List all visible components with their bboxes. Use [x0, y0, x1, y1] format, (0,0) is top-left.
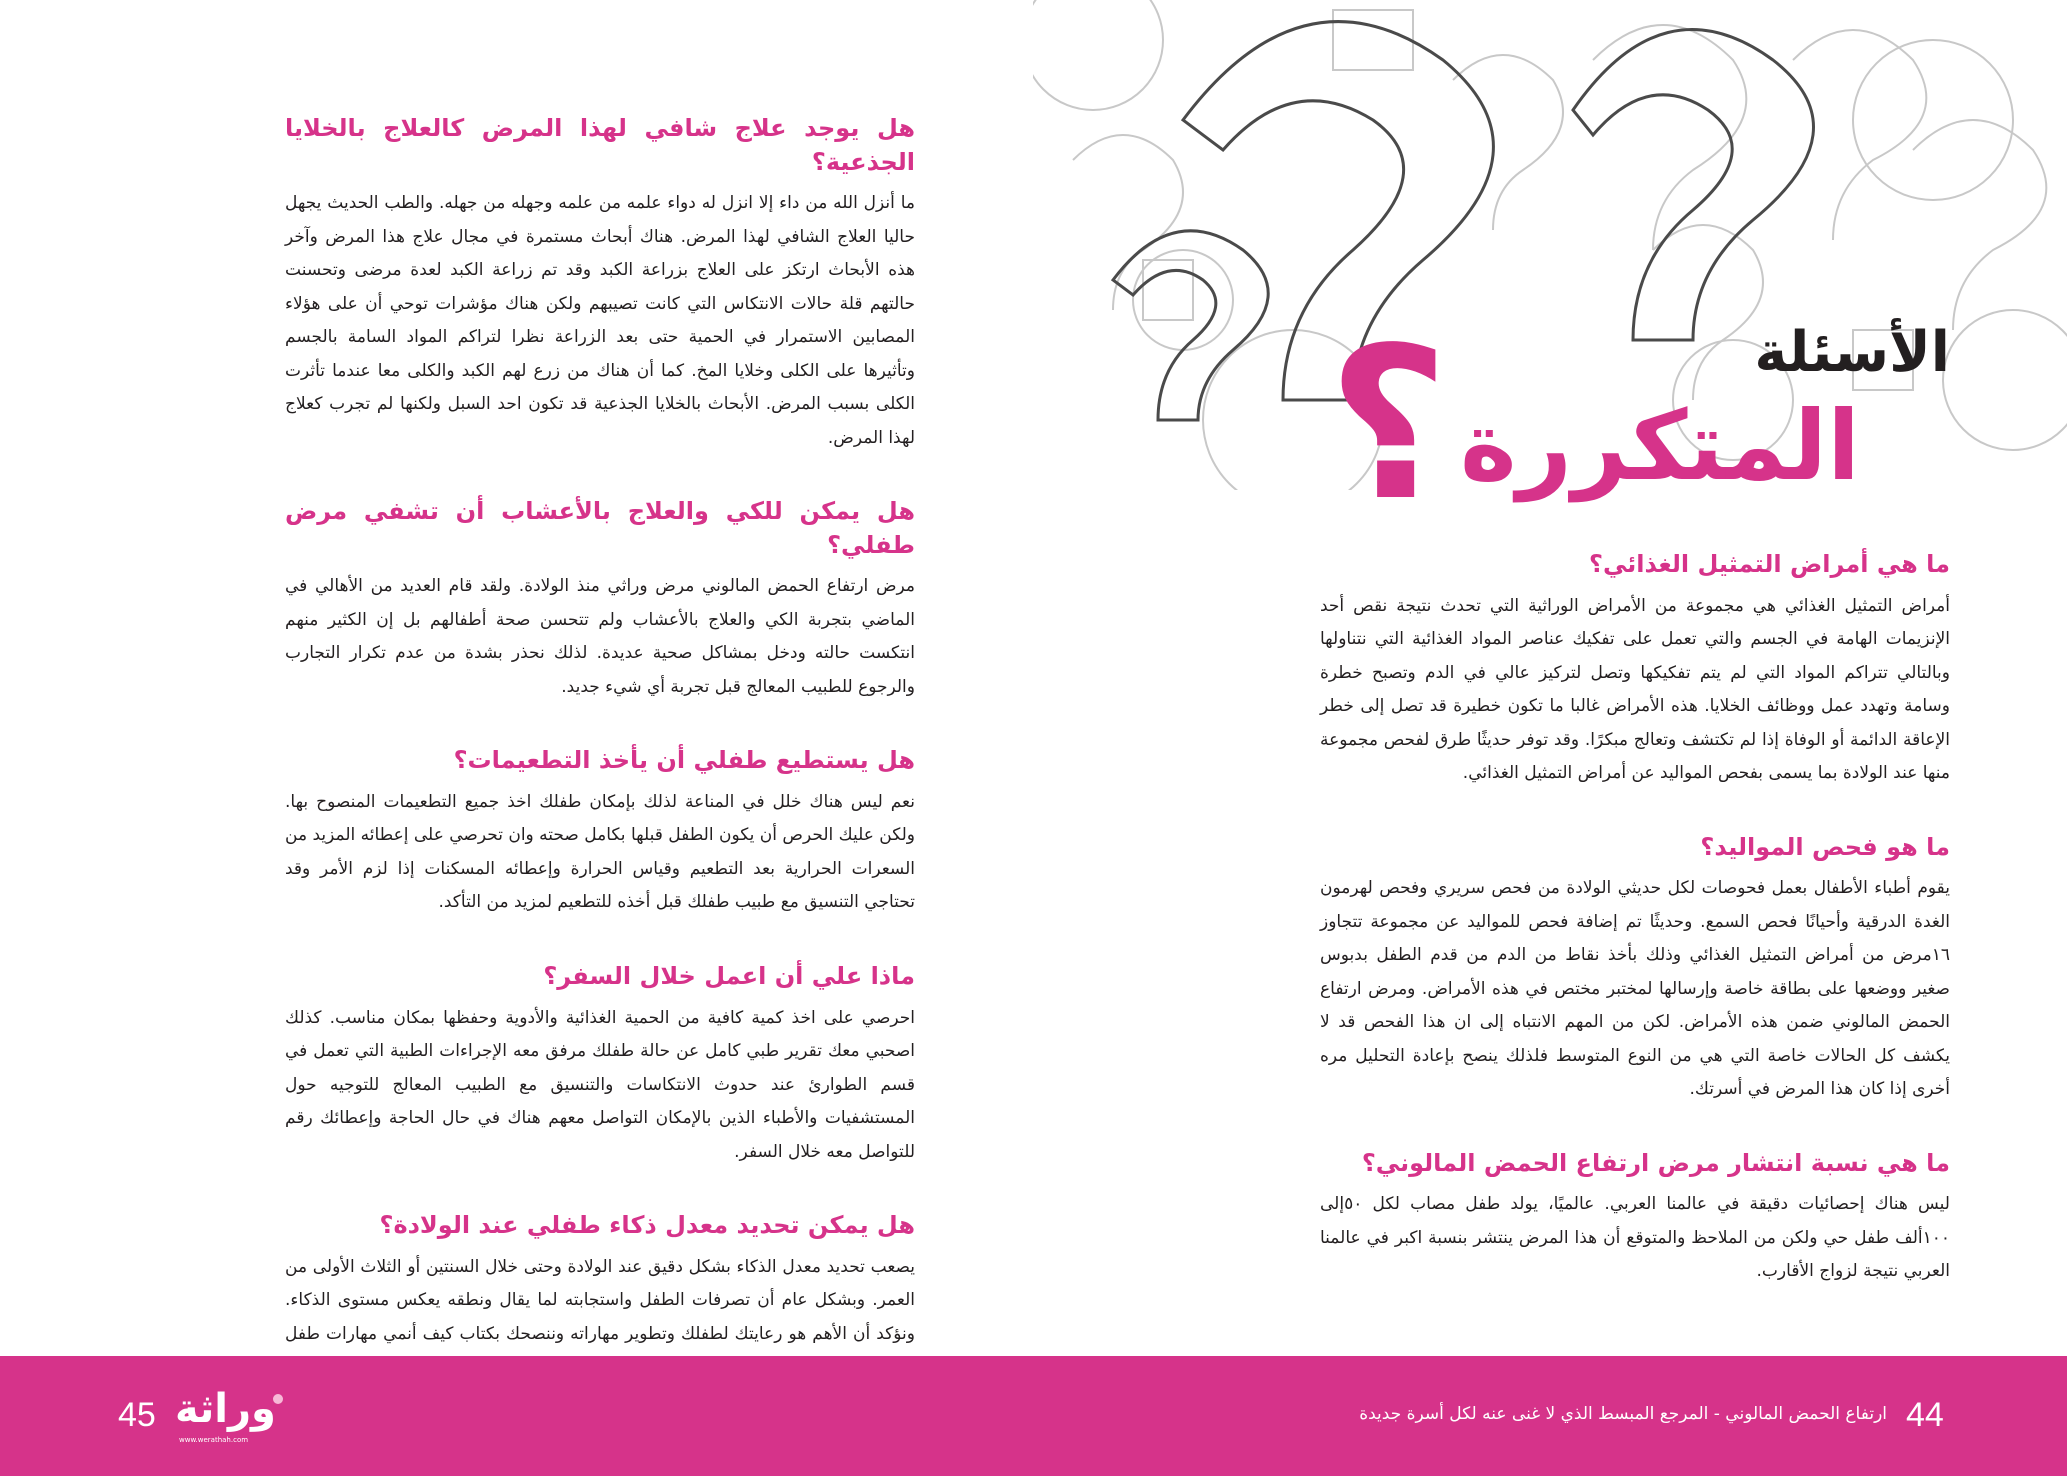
answer-text: أمراض التمثيل الغذائي هي مجموعة من الأمراض الوراثية التي تحدث نتيجة نقص أحد الإنزيمات الهامة في الجسم والتي تعمل على تفكيك عناصر المواد الغذائية التي نتناولها وبالتالي تتراكم المواد التي لم يتم تفكيكها وتصل لتركيز عالي في الدم وتصبح خطرة وسامة وتهدد عمل ووظائف الخلايا. هذه الأمراض غالبا ما تكون خطيرة قد تصل إلى خطر الإعاقة الدائمة أو الوفاة إذا لم تكتشف وتعالج مبكرًا. وقد توفر حديثًا طرق لفحص مجموعة منها عند الولادة بما يسمى بفحص المواليد عن أمراض التمثيل الغذائي.	[1320, 595, 1950, 784]
question-heading: هل يستطيع طفلي أن يأخذ التطعيمات؟	[453, 746, 915, 775]
qa-item	[285, 495, 915, 704]
page-number-left: 45	[118, 1396, 156, 1434]
footer-bar	[0, 1356, 2067, 1476]
answer-text: نعم ليس هناك خلل في المناعة لذلك بإمكان طفلك اخذ جميع التطعيمات المنصوح بها. ولكن عليك الحرص أن يكون الطفل قبلها بكامل صحته وان تحرصي على إعطائه المزيد من السعرات الحرارية بعد التطعيم وقياس الحرارة وإعطائه المسكنات إذا لزم الأمر وقد تحتاجي التنسيق مع طبيب طفلك قبل أخذه للتطعيم لمزيد من التأكد.	[285, 791, 915, 913]
question-heading: ما هو فحص المواليد؟	[1700, 832, 1950, 861]
footer-tagline: ارتفاع الحمض المالوني - المرجع المبسط الذي لا غنى عنه لكل أسرة جديدة	[1359, 1404, 1887, 1424]
question-heading: هل يوجد علاج شافي لهذا المرض كالعلاج بالخلايا الجذعية؟	[285, 114, 915, 176]
qa-item	[1320, 831, 1950, 1107]
title-line-1: الأسئلة	[1754, 320, 1950, 385]
title-question-mark: ?	[1328, 302, 1450, 547]
answer-text: يقوم أطباء الأطفال بعمل فحوصات لكل حديثي الولادة من فحص سريري وفحص لهرمون الغدة الدرقية وأحيانًا فحص السمع. وحديثًا تم إضافة فحص للمواليد عن مجموعة تتجاوز ١٦مرض من أمراض التمثيل الغذائي وذلك بأخذ نقاط من الدم من قدم الطفل بدبوس صغير ووضعها على بطاقة خاصة وإرسالها لمختبر مختص في هذه الأمراض. ومرض ارتفاع الحمض المالوني ضمن هذه الأمراض. لكن من المهم الانتباه إلى ان هذا الفحص قد لا يكشف كل الحالات خاصة التي هي من النوع المتوسط فلذلك ينصح بإعادة التحليل مره أخرى إذا كان هذا المرض في أسرتك.	[1320, 878, 1950, 1100]
qa-item	[285, 744, 915, 920]
answer-text: احرصي على اخذ كمية كافية من الحمية الغذائية والأدوية وحفظها بمكان مناسب. كذلك اصحبي معك تقرير طبي كامل عن حالة طفلك مرفق معه الإجراءات الطبية التي تعمل في قسم الطوارئ عند حدوث الانتكاسات والتنسيق مع الطبيب المعالج للتوجيه حول المستشفيات والأطباء الذين بالإمكان التواصل معهم هناك في حال الحاجة وإعطائك رقم للتواصل معه خلال السفر.	[285, 1007, 915, 1162]
question-heading: ما هي أمراض التمثيل الغذائي؟	[1589, 550, 1950, 578]
answer-text: ليس هناك إحصائيات دقيقة في عالمنا العربي. عالميًا، يولد طفل مصاب لكل ٥٠إلى ١٠٠ألف طفل حي ولكن من الملاحظ والمتوقع أن هذا المرض ينتشر بنسبة اكبر في عالمنا العربي نتيجة لزواج الأقارب.	[1320, 1194, 1950, 1282]
qa-item	[1320, 548, 1950, 791]
logo-text: وراثة	[175, 1386, 276, 1432]
left-column	[285, 112, 915, 1425]
title-line-2: المتكررة	[1460, 390, 1860, 502]
qa-item	[1320, 1147, 1950, 1289]
answer-text: مرض ارتفاع الحمض المالوني مرض وراثي منذ الولادة. ولقد قام العديد من الأهالي في الماضي بتجربة الكي والعلاج بالأعشاب ولم تتحسن صحة أطفالهم بل إن الكثير منهم انتكست حالته ودخل بمشاكل صحية عديدة. لذلك نحذر بشدة من عدم تكرار التجارب والرجوع للطبيب المعالج قبل تجربة أي شيء جديد.	[285, 576, 915, 697]
question-heading: ماذا علي أن اعمل خلال السفر؟	[543, 961, 915, 990]
qa-item	[285, 960, 915, 1169]
right-column	[1320, 548, 1950, 1329]
qa-item	[285, 112, 915, 455]
werathah-logo	[175, 1386, 295, 1446]
answer-text: ما أنزل الله من داء إلا انزل له دواء علمه من علمه وجهله من جهله. والطب الحديث يجهل حاليا العلاج الشافي لهذا المرض. هناك أبحاث مستمرة في مجال علاج هذا المرض وآخر هذه الأبحاث ارتكز على العلاج بزراعة الكبد وقد تم زراعة الكبد لعدة مرضى وتحسنت حالتهم قلة حالات الانتكاس التي كانت تصيبهم ولكن هناك مؤشرات توحي أن على هؤلاء المصابين الاستمرار في الحمية حتى بعد الزراعة نظرا لتراكم المواد السامة بالجسم وتأثيرها على الكلى وخلايا المخ. كما أن هناك من زرع لهم الكبد والكلى معا عندما تأثرت الكلى بسبب المرض. الأبحاث بالخلايا الجذعية قد تكون احد السبل ولكنها لم تجرب كعلاج لهذا المرض.	[285, 193, 915, 448]
left-page	[0, 0, 1033, 1356]
answer-text: يصعب تحديد معدل الذكاء بشكل دقيق عند الولادة وحتى خلال السنتين أو الثلاث الأولى من العمر. وبشكل عام أن تصرفات الطفل واستجابته لما يقال ونطقه يعكس مستوى الذكاء. ونؤكد أن الأهم هو رعايتك لطفلك وتطوير مهاراته وننصحك بكتاب كيف أنمي مهارات طفل	[285, 1256, 915, 1344]
page-number-right: 44	[1906, 1396, 1944, 1434]
question-heading: ما هي نسبة انتشار مرض ارتفاع الحمض المالوني؟	[1361, 1148, 1950, 1177]
logo-url: www.werathah.com	[179, 1436, 249, 1444]
question-heading: هل يمكن للكي والعلاج بالأعشاب أن تشفي مرض طفلي؟	[285, 497, 915, 559]
question-heading: هل يمكن تحديد معدل ذكاء طفلي عند الولادة؟	[379, 1211, 915, 1240]
